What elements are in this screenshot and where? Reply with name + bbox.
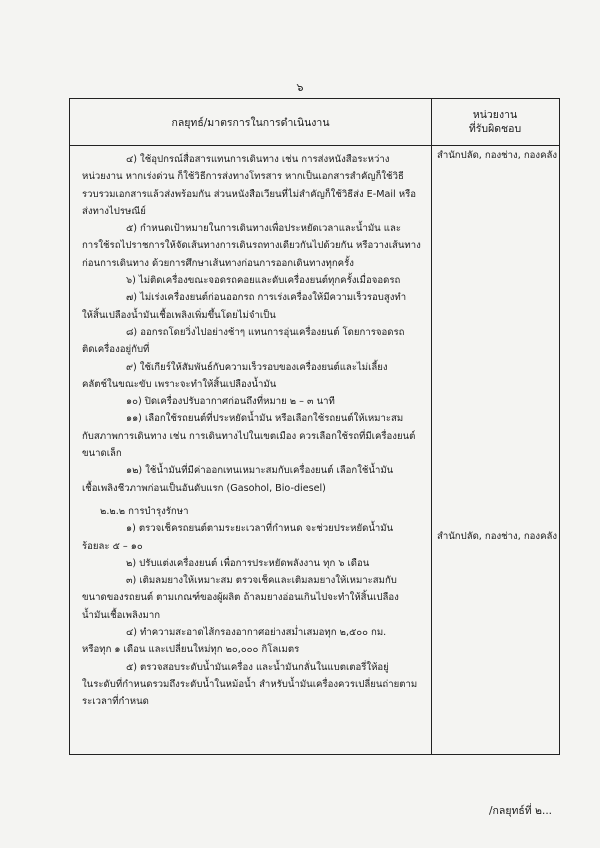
list-item-cont: รวบรวมเอกสารแล้วส่งพร้อมกัน ส่วนหนังสือเวียนที่ไม่สำคัญก็ใช้วิธีส่ง E-Mail หรือ: [82, 188, 416, 200]
list-item: ๑๒) ใช้น้ำมันที่มีค่าออกเทนเหมาะสมกับเครื่องยนต์ เลือกใช้น้ำมัน: [126, 465, 394, 477]
header-strategy: กลยุทธ์/มาตรการในการดำเนินงาน: [171, 116, 330, 129]
list-item-cont: ในระดับที่กำหนดรวมถึงระดับน้ำในหม้อน้ำ สำหรับน้ำมันเครื่องควรเปลี่ยนถ่ายตาม: [82, 678, 418, 690]
list-item: ๙) ใช้เกียร์ให้สัมพันธ์กับความเร็วรอบของเครื่องยนต์และไม่เลี้ยง: [126, 361, 388, 373]
list-item-cont: ติดเครื่องอยู่กับที่: [82, 344, 150, 356]
list-item: ๕) ตรวจสอบระดับน้ำมันเครื่อง และน้ำมันกลั่นในแบตเตอรี่ให้อยู่: [126, 661, 389, 673]
list-item: ๖) ไม่ติดเครื่องขณะจอดรถคอยและดับเครื่องยนต์ทุกครั้งเมื่อจอดรถ: [126, 275, 401, 287]
header-responsible: [431, 99, 559, 145]
list-item-cont: ร้อยละ ๕ – ๑๐: [82, 540, 143, 552]
list-item: ๗) ไม่เร่งเครื่องยนต์ก่อนออกรถ การเร่งเครื่องให้มีความเร็วรอบสูงทำ: [126, 292, 407, 304]
list-item: ๑) ตรวจเช็ครถยนต์ตามระยะเวลาที่กำหนด จะช่วยประหยัดน้ำมัน: [126, 523, 394, 535]
list-item-cont: หรือทุก ๑ เดือน และเปลี่ยนใหม่ทุก ๒๐,๐๐๐ กิโลเมตร: [82, 644, 300, 656]
list-item-cont: ก่อนการเดินทาง ด้วยการศึกษาเส้นทางก่อนการออกเดินทางทุกครั้ง: [82, 257, 354, 269]
list-item-cont: ระเวลาที่กำหนด: [82, 696, 149, 708]
header-responsible-line1: หน่วยงาน: [472, 109, 518, 121]
list-item-cont: คลัตช์ในขณะขับ เพราะจะทำให้สิ้นเปลืองน้ำมัน: [82, 378, 277, 390]
list-item-cont: ส่งทางไปรษณีย์: [82, 205, 146, 217]
list-item-cont: กับสภาพการเดินทาง เช่น การเดินทางไปในเขตเมือง ควรเลือกใช้รถที่มีเครื่องยนต์: [82, 430, 416, 442]
list-item-cont: เชื้อเพลิงชีวภาพก่อนเป็นอันดับแรก (Gasohol, Bio-diesel): [82, 482, 326, 494]
list-item: ๔) ทำความสะอาดไส้กรองอากาศอย่างสม่ำเสมอทุก ๒,๕๐๐ กม.: [126, 627, 387, 639]
column-divider: [431, 99, 432, 754]
page-number: ๖: [296, 81, 304, 94]
list-item-cont: ขนาดเล็ก: [82, 448, 122, 460]
list-item: ๘) ออกรถโดยวิ่งไปอย่างช้าๆ แทนการอุ่นเครื่องยนต์ โดยการจอดรถ: [126, 326, 405, 338]
list-item: ๓) เติมลมยางให้เหมาะสม ตรวจเช็คและเติมลมยางให้เหมาะสมกับ: [126, 575, 397, 587]
responsible-units-1: สำนักปลัด, กองช่าง, กองคลัง: [437, 150, 558, 161]
list-item: ๒) ปรับแต่งเครื่องยนต์ เพื่อการประหยัดพลังงาน ทุก ๖ เดือน: [126, 557, 370, 569]
table-header: [70, 99, 559, 146]
continuation-footer: /กลยุทธ์ที่ ๒...: [488, 805, 552, 817]
list-item-cont: ให้สิ้นเปลืองน้ำมันเชื้อเพลิงเพิ่มขึ้นโดยไม่จำเป็น: [82, 309, 276, 321]
list-item: ๔) ใช้อุปกรณ์สื่อสารแทนการเดินทาง เช่น การส่งหนังสือระหว่าง: [126, 154, 390, 165]
list-item: ๑๑) เลือกใช้รถยนต์ที่ประหยัดน้ำมัน หรือเลือกใช้รถยนต์ให้เหมาะสม: [126, 413, 404, 425]
list-item: ๑๐) ปิดเครื่องปรับอากาศก่อนถึงที่หมาย ๒ – ๓ นาที: [126, 396, 335, 408]
list-item-cont: หน่วยงาน หากเร่งด่วน ก็ใช้วิธีการส่งทางโทรสาร หากเป็นเอกสารสำคัญก็ใช้วิธี: [82, 171, 404, 183]
list-item-cont: การใช้รถไปราชการให้จัดเส้นทางการเดินรถทางเดียวกันไปด้วยกัน หรือวางเส้นทาง: [82, 240, 421, 252]
list-item-cont: ขนาดของรถยนต์ ตามเกณฑ์ของผู้ผลิต ถ้าลมยางอ่อนเกินไปจะทำให้สิ้นเปลือง: [82, 592, 399, 604]
responsible-units-2: สำนักปลัด, กองช่าง, กองคลัง: [437, 531, 558, 542]
header-responsible-line2: ที่รับผิดชอบ: [468, 123, 522, 135]
strategy-table: [69, 98, 560, 755]
list-item: ๕) กำหนดเป้าหมายในการเดินทางเพื่อประหยัดเวลาและน้ำมัน และ: [126, 223, 402, 235]
list-item-cont: น้ำมันเชื้อเพลิงมาก: [82, 609, 161, 621]
sub-heading-maintenance: ๒.๒.๒ การบำรุงรักษา: [100, 505, 189, 517]
strategy-text: [82, 151, 422, 711]
